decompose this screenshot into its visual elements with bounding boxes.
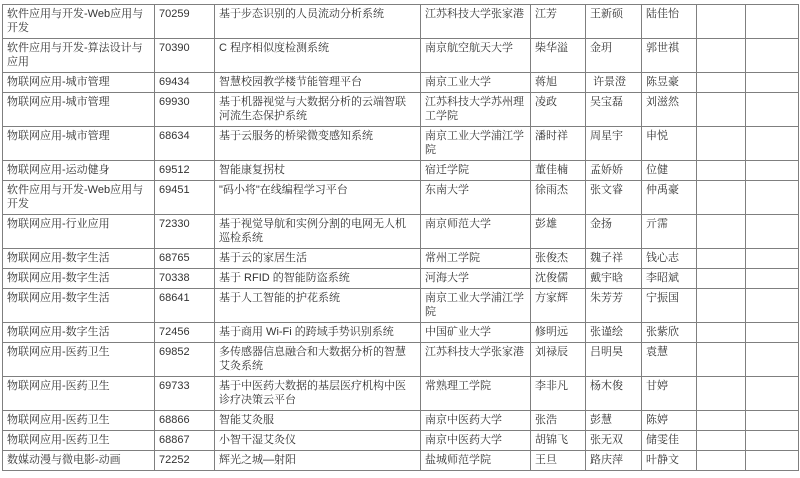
table-row (3, 269, 799, 289)
project-name-cell: 辉光之城—射阳 (215, 451, 421, 471)
member-1-cell: 江芳 (531, 5, 586, 39)
table-row (3, 343, 799, 377)
member-3-cell: 郭世祺 (642, 39, 697, 73)
university-cell: 常熟理工学院 (421, 377, 531, 411)
blank-cell (746, 269, 799, 289)
member-3-cell: 张紫欣 (642, 323, 697, 343)
blank-cell (697, 161, 746, 181)
category-cell: 软件应用与开发-算法设计与应用 (3, 39, 155, 73)
project-name-cell: 基于商用 Wi-Fi 的跨域手势识别系统 (215, 323, 421, 343)
member-2-cell: 杨木俊 (586, 377, 642, 411)
project-name-cell: 基于中医药大数据的基层医疗机构中医诊疗决策云平台 (215, 377, 421, 411)
blank-cell (746, 127, 799, 161)
category-cell: 物联网应用-数字生活 (3, 323, 155, 343)
member-1-cell: 柴华溢 (531, 39, 586, 73)
member-1-cell: 张俊杰 (531, 249, 586, 269)
project-name-cell: 小智干湿艾灸仪 (215, 431, 421, 451)
table-row (3, 161, 799, 181)
entry-id-cell: 69733 (155, 377, 215, 411)
blank-cell (746, 343, 799, 377)
project-name-cell: 基于步态识别的人员流动分析系统 (215, 5, 421, 39)
blank-cell (746, 181, 799, 215)
university-cell: 中国矿业大学 (421, 323, 531, 343)
blank-cell (697, 411, 746, 431)
member-1-cell: 蒋旭 (531, 73, 586, 93)
blank-cell (697, 127, 746, 161)
university-cell: 宿迁学院 (421, 161, 531, 181)
member-2-cell: 彭慧 (586, 411, 642, 431)
blank-cell (746, 323, 799, 343)
table-row (3, 39, 799, 73)
member-3-cell: 陈婷 (642, 411, 697, 431)
member-2-cell: 张无双 (586, 431, 642, 451)
blank-cell (697, 323, 746, 343)
university-cell: 南京中医药大学 (421, 431, 531, 451)
blank-cell (746, 377, 799, 411)
member-3-cell: 储雯佳 (642, 431, 697, 451)
member-3-cell: 李昭斌 (642, 269, 697, 289)
blank-cell (697, 431, 746, 451)
member-2-cell: 路庆萍 (586, 451, 642, 471)
entry-id-cell: 68765 (155, 249, 215, 269)
member-2-cell: 金扬 (586, 215, 642, 249)
table-row (3, 5, 799, 39)
member-2-cell: 许景澄 (586, 73, 642, 93)
entry-id-cell: 69930 (155, 93, 215, 127)
blank-cell (746, 451, 799, 471)
project-name-cell: 基于云的家居生活 (215, 249, 421, 269)
member-3-cell: 袁慧 (642, 343, 697, 377)
category-cell: 物联网应用-行业应用 (3, 215, 155, 249)
entry-id-cell: 68634 (155, 127, 215, 161)
member-1-cell: 王旦 (531, 451, 586, 471)
member-2-cell: 张文睿 (586, 181, 642, 215)
blank-cell (746, 431, 799, 451)
category-cell: 物联网应用-城市管理 (3, 93, 155, 127)
member-1-cell: 刘禄辰 (531, 343, 586, 377)
member-2-cell: 戴宇晗 (586, 269, 642, 289)
member-3-cell: 刘滋然 (642, 93, 697, 127)
project-name-cell: C 程序相似度检测系统 (215, 39, 421, 73)
project-name-cell: 基于云服务的桥梁微变感知系统 (215, 127, 421, 161)
blank-cell (697, 343, 746, 377)
member-2-cell: 朱芳芳 (586, 289, 642, 323)
project-name-cell: 多传感器信息融合和大数据分析的智慧艾灸系统 (215, 343, 421, 377)
member-1-cell: 彭雄 (531, 215, 586, 249)
university-cell: 南京工业大学浦江学院 (421, 127, 531, 161)
member-1-cell: 徐雨杰 (531, 181, 586, 215)
category-cell: 物联网应用-医药卫生 (3, 431, 155, 451)
university-cell: 盐城师范学院 (421, 451, 531, 471)
blank-cell (697, 289, 746, 323)
project-name-cell: 基于 RFID 的智能防盗系统 (215, 269, 421, 289)
member-2-cell: 吴宝磊 (586, 93, 642, 127)
blank-cell (697, 93, 746, 127)
university-cell: 南京工业大学浦江学院 (421, 289, 531, 323)
category-cell: 物联网应用-数字生活 (3, 249, 155, 269)
member-1-cell: 沈俊儒 (531, 269, 586, 289)
blank-cell (746, 215, 799, 249)
projects-table-body (3, 5, 799, 471)
member-3-cell: 钱心志 (642, 249, 697, 269)
table-row (3, 73, 799, 93)
category-cell: 物联网应用-城市管理 (3, 127, 155, 161)
member-2-cell: 孟娇娇 (586, 161, 642, 181)
table-row (3, 249, 799, 269)
member-3-cell: 叶静文 (642, 451, 697, 471)
blank-cell (697, 39, 746, 73)
entry-id-cell: 69451 (155, 181, 215, 215)
member-1-cell: 董佳楠 (531, 161, 586, 181)
entry-id-cell: 72252 (155, 451, 215, 471)
category-cell: 物联网应用-数字生活 (3, 269, 155, 289)
member-2-cell: 魏子祥 (586, 249, 642, 269)
blank-cell (697, 181, 746, 215)
table-row (3, 323, 799, 343)
member-1-cell: 胡锦飞 (531, 431, 586, 451)
category-cell: 物联网应用-运动健身 (3, 161, 155, 181)
projects-table (2, 4, 799, 471)
member-1-cell: 方家辉 (531, 289, 586, 323)
member-1-cell: 张浩 (531, 411, 586, 431)
category-cell: 物联网应用-医药卫生 (3, 411, 155, 431)
member-2-cell: 张谨绘 (586, 323, 642, 343)
member-3-cell: 仲禹豪 (642, 181, 697, 215)
member-3-cell: 位健 (642, 161, 697, 181)
table-row (3, 93, 799, 127)
blank-cell (746, 39, 799, 73)
table-row (3, 451, 799, 471)
entry-id-cell: 69512 (155, 161, 215, 181)
university-cell: 南京航空航天大学 (421, 39, 531, 73)
category-cell: 数媒动漫与微电影-动画 (3, 451, 155, 471)
project-name-cell: 基于视觉导航和实例分割的电网无人机巡检系统 (215, 215, 421, 249)
project-name-cell: 智能艾灸服 (215, 411, 421, 431)
blank-cell (746, 249, 799, 269)
table-row (3, 431, 799, 451)
project-name-cell: 基于人工智能的护花系统 (215, 289, 421, 323)
entry-id-cell: 70338 (155, 269, 215, 289)
blank-cell (697, 377, 746, 411)
table-row (3, 289, 799, 323)
blank-cell (697, 73, 746, 93)
category-cell: 物联网应用-数字生活 (3, 289, 155, 323)
member-3-cell: 甘婷 (642, 377, 697, 411)
member-3-cell: 陈昱豪 (642, 73, 697, 93)
blank-cell (746, 5, 799, 39)
blank-cell (746, 73, 799, 93)
member-1-cell: 潘时祥 (531, 127, 586, 161)
university-cell: 江苏科技大学张家港 (421, 5, 531, 39)
university-cell: 南京师范大学 (421, 215, 531, 249)
member-2-cell: 金玥 (586, 39, 642, 73)
blank-cell (746, 411, 799, 431)
blank-cell (697, 269, 746, 289)
member-2-cell: 王新硕 (586, 5, 642, 39)
blank-cell (697, 215, 746, 249)
blank-cell (697, 451, 746, 471)
entry-id-cell: 70259 (155, 5, 215, 39)
member-2-cell: 吕明昊 (586, 343, 642, 377)
university-cell: 东南大学 (421, 181, 531, 215)
project-name-cell: 智慧校园教学楼节能管理平台 (215, 73, 421, 93)
entry-id-cell: 69434 (155, 73, 215, 93)
category-cell: 软件应用与开发-Web应用与开发 (3, 181, 155, 215)
blank-cell (746, 289, 799, 323)
entry-id-cell: 72330 (155, 215, 215, 249)
project-name-cell: 基于机器视觉与大数据分析的云端智联河流生态保护系统 (215, 93, 421, 127)
category-cell: 物联网应用-医药卫生 (3, 343, 155, 377)
entry-id-cell: 68866 (155, 411, 215, 431)
member-1-cell: 凌政 (531, 93, 586, 127)
university-cell: 南京工业大学 (421, 73, 531, 93)
member-1-cell: 修明远 (531, 323, 586, 343)
entry-id-cell: 70390 (155, 39, 215, 73)
category-cell: 物联网应用-医药卫生 (3, 377, 155, 411)
university-cell: 南京中医药大学 (421, 411, 531, 431)
member-3-cell: 亓霈 (642, 215, 697, 249)
university-cell: 江苏科技大学张家港 (421, 343, 531, 377)
entry-id-cell: 69852 (155, 343, 215, 377)
project-name-cell: "码小将"在线编程学习平台 (215, 181, 421, 215)
blank-cell (697, 5, 746, 39)
entry-id-cell: 68867 (155, 431, 215, 451)
table-row (3, 181, 799, 215)
entry-id-cell: 72456 (155, 323, 215, 343)
blank-cell (697, 249, 746, 269)
category-cell: 物联网应用-城市管理 (3, 73, 155, 93)
university-cell: 河海大学 (421, 269, 531, 289)
member-3-cell: 申悦 (642, 127, 697, 161)
university-cell: 常州工学院 (421, 249, 531, 269)
project-name-cell: 智能康复拐杖 (215, 161, 421, 181)
table-row (3, 127, 799, 161)
member-3-cell: 陆佳怡 (642, 5, 697, 39)
category-cell: 软件应用与开发-Web应用与开发 (3, 5, 155, 39)
member-3-cell: 宁振国 (642, 289, 697, 323)
university-cell: 江苏科技大学苏州理工学院 (421, 93, 531, 127)
entry-id-cell: 68641 (155, 289, 215, 323)
blank-cell (746, 161, 799, 181)
table-row (3, 411, 799, 431)
table-row (3, 215, 799, 249)
blank-cell (746, 93, 799, 127)
member-2-cell: 周星宇 (586, 127, 642, 161)
member-1-cell: 李非凡 (531, 377, 586, 411)
table-row (3, 377, 799, 411)
